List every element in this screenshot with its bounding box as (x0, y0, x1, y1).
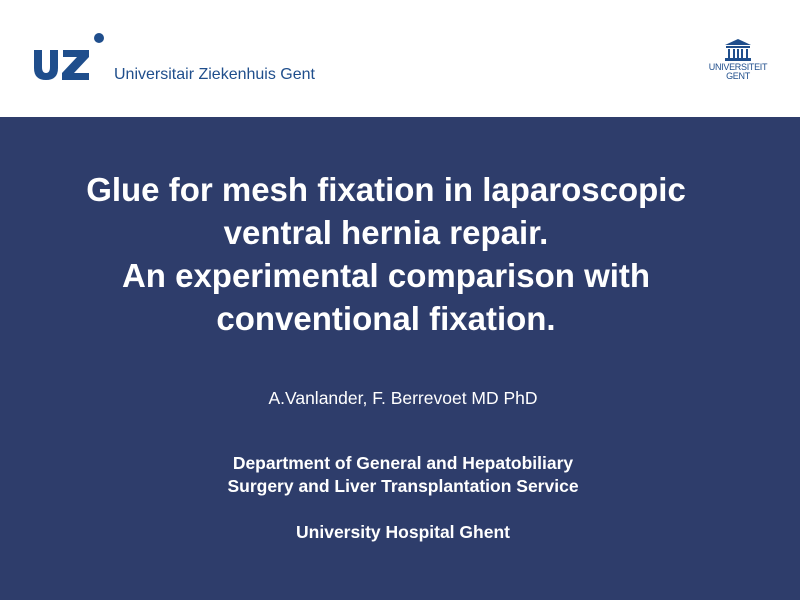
title-line: conventional fixation. (216, 300, 556, 337)
title-line: Glue for mesh fixation in laparoscopic (86, 171, 686, 208)
uz-logo-icon (32, 30, 112, 82)
ugent-logo (706, 38, 770, 82)
department-line: Department of General and Hepatobiliary (232, 453, 574, 473)
hospital-name: University Hospital Ghent (296, 522, 510, 542)
title-line: An experimental comparison with (121, 257, 651, 294)
slide-title (0, 168, 772, 340)
department (0, 452, 800, 498)
ugent-logo-line2: GENT (726, 71, 750, 81)
department-line: Surgery and Liver Transplantation Service (227, 476, 579, 496)
slide-header (0, 0, 800, 117)
ugent-logo-line1: UNIVERSITEIT (708, 62, 768, 72)
authors: A.Vanlander, F. Berrevoet MD PhD (268, 388, 538, 408)
ugent-building-icon (723, 38, 753, 62)
institution-name: Universitair Ziekenhuis Gent (114, 66, 315, 83)
title-line: ventral hernia repair. (223, 214, 549, 251)
